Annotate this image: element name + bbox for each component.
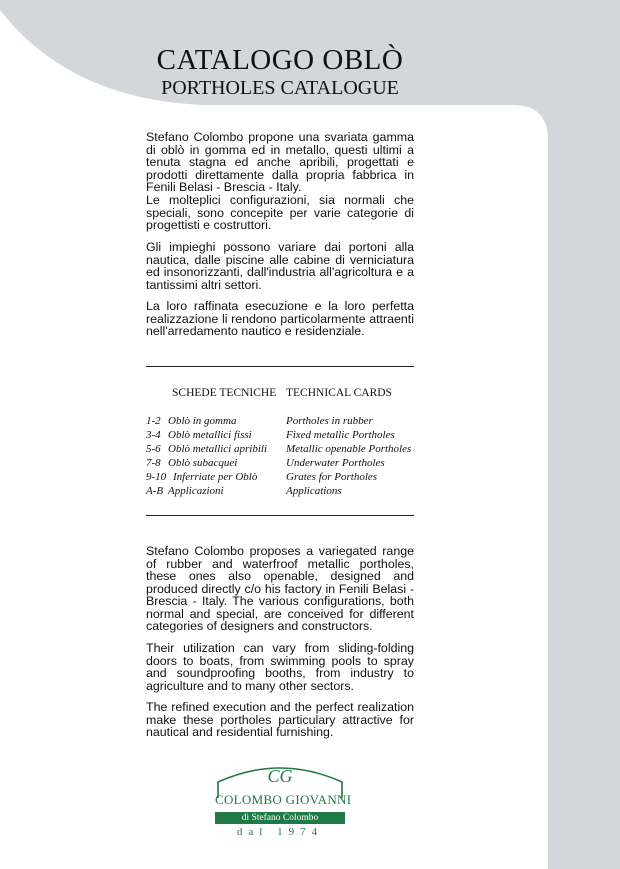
card-code: 9-10 [146, 471, 167, 483]
technical-card-row [146, 443, 436, 457]
technical-cards-heading-en: TECHNICAL CARDS [286, 387, 392, 399]
technical-card-row [146, 415, 436, 429]
card-code: 7-8 [146, 457, 161, 469]
card-name-it: Oblò metallici apribili [168, 443, 267, 455]
page-subtitle: PORTHOLES CATALOGUE [161, 77, 399, 99]
card-name-it: Oblò metallici fissi [168, 429, 252, 441]
card-name-en: Portholes in rubber [286, 415, 373, 427]
card-name-it: Applicazioni [168, 485, 224, 497]
technical-card-row [146, 429, 436, 443]
card-code: 3-4 [146, 429, 161, 441]
italian-paragraph-2: Le molteplici configurazioni, sia normali che speciali, sono concepite per varie categorie di progettisti e costruttori. [146, 193, 414, 232]
logo-year: dal 1974 [236, 826, 324, 838]
card-name-en: Underwater Portholes [286, 457, 385, 469]
card-name-en: Grates for Portholes [286, 471, 378, 483]
card-name-it: Inferriate per Oblò [173, 471, 258, 483]
divider-bottom [146, 515, 414, 516]
english-paragraph-3: The refined execution and the perfect realization make these portholes particulary attractive for nautical and residential furnishing. [146, 700, 414, 739]
technical-cards-heading-it: SCHEDE TECNICHE [172, 387, 277, 399]
card-code: 5-6 [146, 443, 161, 455]
card-name-en: Applications [286, 485, 342, 497]
card-name-en: Fixed metallic Portholes [286, 429, 395, 441]
logo-monogram: CG [267, 766, 293, 786]
divider-top [146, 366, 414, 367]
technical-card-row [146, 471, 436, 485]
logo-name: COLOMBO GIOVANNI [215, 792, 352, 807]
italian-paragraph-4: La loro raffinata esecuzione e la loro perfetta realizzazione li rendono particolarmente attraenti nell'arredamento nautico e residenziale. [146, 299, 414, 338]
technical-card-row [146, 485, 436, 499]
card-code: A-B [146, 485, 164, 497]
italian-paragraph-1: Stefano Colombo propone una svariata gamma di oblò in gomma ed in metallo, questi ultimi a tenuta stagna ed anche apribili, progettati e prodotti direttamente dalla propria fabbrica in Fenili Belasi - Brescia - Italy. [146, 130, 414, 194]
italian-paragraph-3: Gli impieghi possono variare dai portoni alla nautica, dalle piscine alle cabine di verniciatura ed insonorizzanti, dall'industria all'agricoltura e a tantissimi altri settori. [146, 240, 414, 292]
technical-card-row [146, 457, 436, 471]
card-name-it: Oblò subacquei [168, 457, 238, 469]
company-logo [215, 760, 352, 840]
english-paragraph-1: Stefano Colombo proposes a variegated range of rubber and waterfroof metallic portholes, these ones also openable, designed and produced directly c/o his factory in Fenili Belasi - Brescia - Italy. The various configurations, both normal and special, are conceived for different categories of designers and constructors. [146, 544, 414, 633]
card-name-en: Metallic openable Portholes [286, 443, 412, 455]
page-title: CATALOGO OBLÒ [156, 44, 404, 76]
card-name-it: Oblò in gomma [168, 415, 237, 427]
logo-subtitle: di Stefano Colombo [241, 813, 319, 823]
card-code: 1-2 [146, 415, 161, 427]
english-paragraph-2: Their utilization can vary from sliding-folding doors to boats, from swimming pools to spray and soundproofing booths, from industry to agriculture and to many other sectors. [146, 641, 414, 693]
